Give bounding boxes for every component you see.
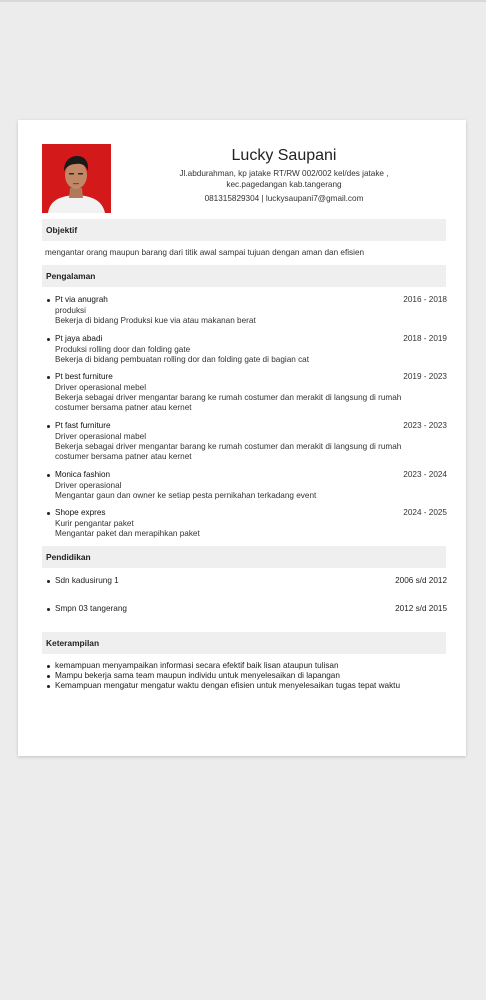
profile-photo: [42, 144, 111, 213]
job-line: Driver operasional mabel: [55, 432, 147, 441]
objective-text: mengantar orang maupun barang dari titik awal sampai tujuan dengan aman dan efisien: [45, 248, 365, 257]
job-line: Mengantar paket dan merapihkan paket: [55, 529, 200, 538]
education-entry: [45, 576, 447, 588]
job-title: Pt fast furniture: [55, 421, 111, 430]
full-name: Lucky Saupani: [231, 147, 337, 164]
job-line: costumer bersama patner atau kernet: [55, 403, 192, 412]
job-entry: [45, 295, 447, 326]
bullet-icon: [47, 376, 50, 379]
job-title: Shope expres: [55, 508, 106, 517]
job-line: Bekerja di bidang Produksi kue via atau makanan berat: [55, 316, 256, 325]
job-date: 2023 - 2023: [403, 421, 447, 430]
skill-item: [45, 681, 447, 691]
address-line-1: Jl.abdurahman, kp jatake RT/RW 002/002 kel/des jatake ,: [179, 169, 389, 178]
job-line: Bekerja sebagai driver mengantar barang ke rumah costumer dan merakit di langsung di rumah: [55, 442, 402, 451]
bullet-icon: [47, 474, 50, 477]
skill-text: Mampu bekerja sama team maupun individu untuk menyelesaikan di lapangan: [55, 671, 340, 680]
job-line: Bekerja di bidang pembuatan rolling dor dan folding gate di bagian cat: [55, 355, 309, 364]
school-name: Smpn 03 tangerang: [55, 604, 127, 613]
job-entry: [45, 421, 447, 462]
section-objective-heading: Objektif: [42, 219, 446, 241]
job-title: Monica fashion: [55, 470, 111, 479]
job-title: Pt best furniture: [55, 372, 113, 381]
top-divider: [0, 0, 486, 2]
job-title: Pt jaya abadi: [55, 334, 103, 343]
skill-text: kemampuan menyampaikan informasi secara efektif baik lisan ataupun tulisan: [55, 661, 339, 670]
job-entry: [45, 334, 447, 365]
job-entry: [45, 470, 447, 501]
phone-email: 081315829304 | luckysaupani7@gmail.com: [204, 194, 364, 203]
address-line-2: kec.pagedangan kab.tangerang: [226, 180, 342, 189]
skill-item: [45, 661, 447, 671]
bullet-icon: [47, 608, 50, 611]
bullet-icon: [47, 675, 50, 678]
resume-header: [42, 144, 448, 214]
contact-info: [122, 146, 446, 204]
resume-page: [18, 120, 466, 756]
job-line: produksi: [55, 306, 86, 315]
job-line: Driver operasional mebel: [55, 383, 147, 392]
job-line: Produksi rolling door dan folding gate: [55, 345, 191, 354]
job-line: Kurir pengantar paket: [55, 519, 134, 528]
bullet-icon: [47, 425, 50, 428]
job-line: costumer bersama patner atau kernet: [55, 452, 192, 461]
job-title: Pt via anugrah: [55, 295, 108, 304]
section-skills-heading: Keterampilan: [42, 632, 446, 654]
job-line: Mengantar gaun dan owner ke setiap pesta pernikahan terkadang event: [55, 491, 317, 500]
education-entry: [45, 604, 447, 616]
job-date: 2016 - 2018: [403, 295, 447, 304]
job-line: Driver operasional: [55, 481, 122, 490]
school-name: Sdn kadusirung 1: [55, 576, 119, 585]
job-date: 2019 - 2023: [403, 372, 447, 381]
skill-text: Kemampuan mengatur mengatur waktu dengan efisien untuk menyelesaikan tugas tepat waktu: [55, 681, 400, 690]
job-date: 2023 - 2024: [403, 470, 447, 479]
bullet-icon: [47, 299, 50, 302]
job-entry: [45, 508, 447, 539]
bullet-icon: [47, 338, 50, 341]
bullet-icon: [47, 580, 50, 583]
job-line: Bekerja sebagai driver mengantar barang ke rumah costumer dan merakit di langsung di rumah: [55, 393, 402, 402]
job-date: 2018 - 2019: [403, 334, 447, 343]
job-entry: [45, 372, 447, 413]
section-experience-heading: Pengalaman: [42, 265, 446, 287]
bullet-icon: [47, 512, 50, 515]
job-date: 2024 - 2025: [403, 508, 447, 517]
skills-list: [45, 661, 447, 691]
section-education-heading: Pendidikan: [42, 546, 446, 568]
bullet-icon: [47, 685, 50, 688]
school-date: 2012 s/d 2015: [395, 604, 447, 613]
school-date: 2006 s/d 2012: [395, 576, 447, 585]
bullet-icon: [47, 665, 50, 668]
skill-item: [45, 671, 447, 681]
